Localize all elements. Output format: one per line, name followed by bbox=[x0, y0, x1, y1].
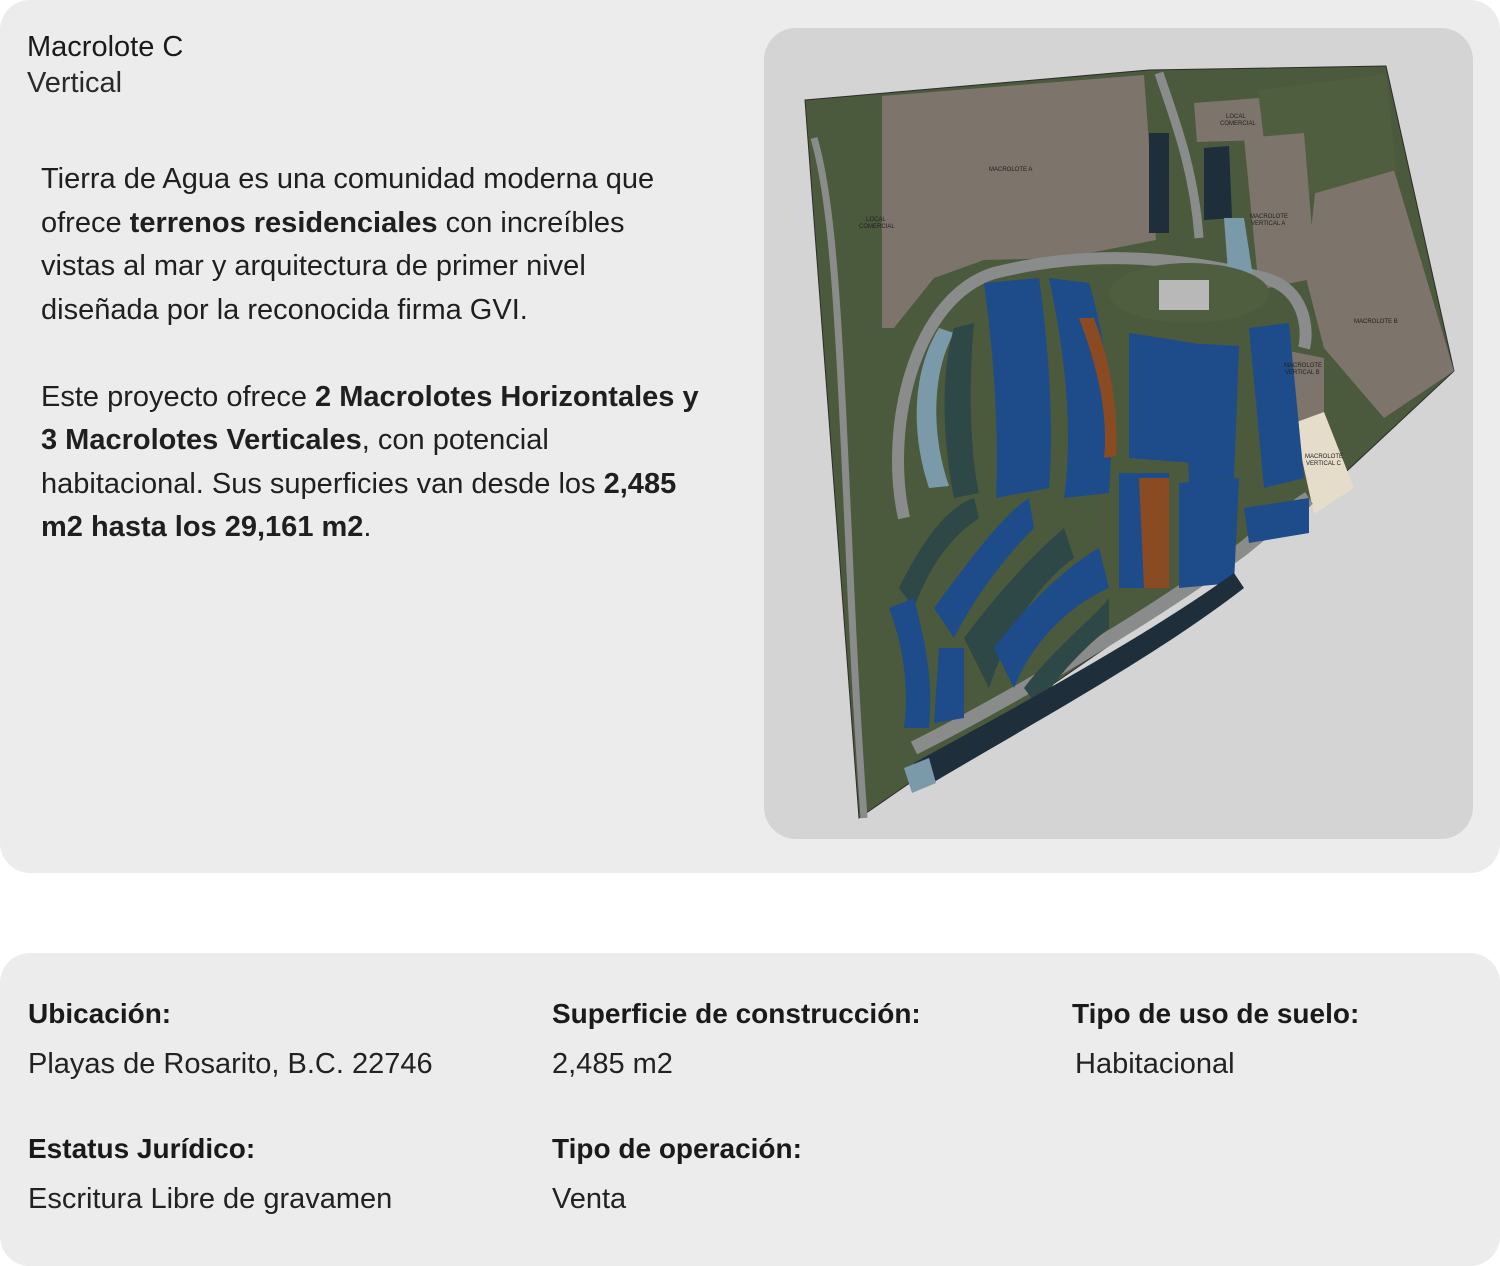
label-macrolote-b: MACROLOTE B bbox=[1354, 319, 1398, 325]
page-subtitle: Vertical bbox=[27, 67, 123, 99]
bold-text-run: 2,485 m2 hasta los 29,161 m2 bbox=[41, 467, 677, 543]
label-vertical-b-2: VERTICAL B bbox=[1285, 370, 1320, 376]
label-local-comercial-1: LOCAL bbox=[866, 217, 886, 223]
label-vertical-a-2: VERTICAL A bbox=[1251, 221, 1286, 227]
description-paragraph-2 bbox=[41, 376, 701, 550]
detail-superficie bbox=[552, 997, 921, 1081]
page-title: Macrolote C bbox=[27, 31, 184, 63]
project-description bbox=[41, 158, 701, 593]
detail-value: Habitacional bbox=[1075, 1048, 1235, 1080]
detail-value: Venta bbox=[552, 1183, 627, 1215]
detail-label: Superficie de construcción: bbox=[552, 998, 921, 1029]
detail-operacion bbox=[552, 1132, 802, 1216]
label-local-comercial-2: LOCAL bbox=[1226, 114, 1246, 120]
local-comercial-top-area bbox=[1194, 98, 1264, 142]
label-vertical-c-1: MACROLOTE bbox=[1305, 454, 1344, 460]
description-paragraph-1 bbox=[41, 158, 701, 332]
text-run: , con potencial habitacional. Sus superficies van desde los bbox=[41, 424, 604, 500]
site-plan-svg bbox=[764, 28, 1473, 839]
detail-estatus bbox=[28, 1132, 392, 1216]
clubhouse-building bbox=[1159, 280, 1209, 310]
text-run: . bbox=[363, 511, 372, 543]
detail-label: Ubicación: bbox=[28, 998, 172, 1029]
detail-label: Tipo de uso de suelo: bbox=[1072, 998, 1360, 1029]
label-vertical-b-1: MACROLOTE bbox=[1284, 363, 1323, 369]
label-vertical-c-2: VERTICAL C bbox=[1306, 461, 1342, 467]
text-run: con increíbles vistas al mar y arquitectura de primer nivel diseñada por la reconocida firma GVI. bbox=[41, 206, 625, 326]
bold-text-run: 2 Macrolotes Horizontales y 3 Macrolotes Verticales bbox=[41, 380, 699, 456]
label-local-comercial-2b: COMERCIAL bbox=[1220, 121, 1256, 127]
detail-value: Escritura Libre de gravamen bbox=[28, 1183, 393, 1215]
text-run: Tierra de Agua es una comunidad moderna que ofrece bbox=[41, 163, 655, 239]
bold-text-run: terrenos residenciales bbox=[129, 206, 438, 239]
detail-ubicacion bbox=[28, 997, 433, 1081]
detail-label: Tipo de operación: bbox=[552, 1133, 802, 1164]
detail-uso-suelo bbox=[1072, 997, 1359, 1081]
detail-value: 2,485 m2 bbox=[552, 1048, 673, 1080]
label-local-comercial-1b: COMERCIAL bbox=[859, 224, 895, 230]
detail-label: Estatus Jurídico: bbox=[28, 1133, 256, 1164]
text-run: Este proyecto ofrece bbox=[41, 380, 316, 413]
site-plan-map[interactable] bbox=[764, 28, 1473, 839]
details-card bbox=[0, 953, 1500, 1266]
detail-value: Playas de Rosarito, B.C. 22746 bbox=[28, 1048, 433, 1080]
label-vertical-a-1: MACROLOTE bbox=[1250, 214, 1289, 220]
label-macrolote-a: MACROLOTE A bbox=[989, 167, 1033, 173]
